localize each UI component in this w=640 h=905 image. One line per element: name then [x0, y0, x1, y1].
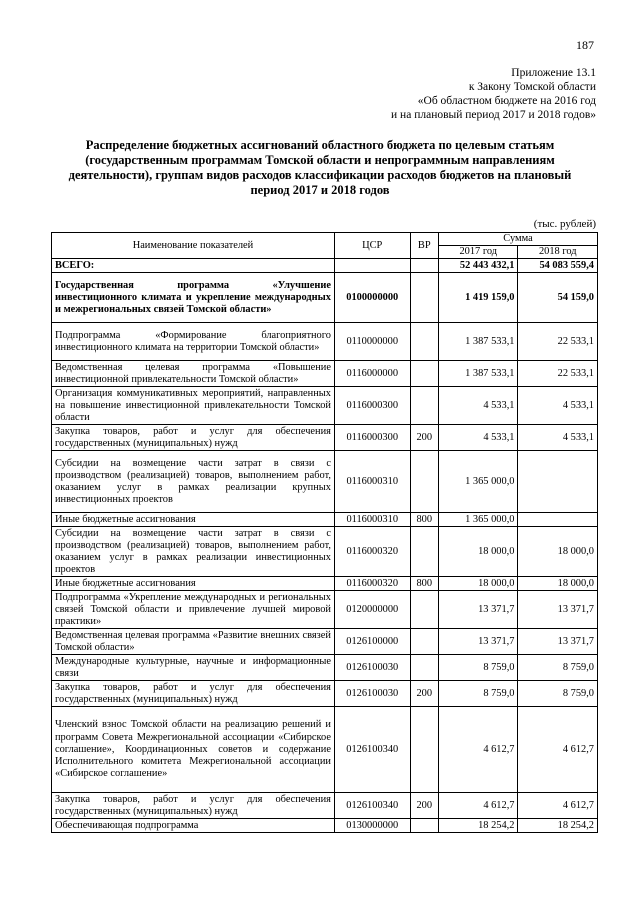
row-name: Закупка товаров, работ и услуг для обеспечения государственных (муниципальных) нужд [52, 425, 335, 451]
table-row [52, 681, 598, 707]
table-row [52, 323, 598, 361]
row-name: Иные бюджетные ассигнования [52, 577, 335, 591]
row-name: Ведомственная целевая программа «Повышение инвестиционной привлекательности Томской области» [52, 361, 335, 387]
row-vr [410, 591, 438, 629]
header-sum: Сумма [439, 233, 598, 246]
appendix-line-1: Приложение 13.1 [511, 67, 596, 79]
header-year-2018: 2018 год [518, 246, 598, 259]
row-amount-2017: 4 612,7 [439, 707, 518, 793]
row-amount-2018: 18 254,2 [518, 819, 598, 833]
table-row [52, 819, 598, 833]
header-name: Наименование показателей [52, 233, 335, 259]
row-csr: 0116000300 [334, 387, 410, 425]
row-amount-2017: 18 254,2 [439, 819, 518, 833]
row-csr: 0126100340 [334, 707, 410, 793]
row-name: Закупка товаров, работ и услуг для обеспечения государственных (муниципальных) нужд [52, 681, 335, 707]
row-csr: 0116000320 [334, 527, 410, 577]
row-name: Субсидии на возмещение части затрат в связи с производством (реализацией) товаров, выполнением работ, оказанием услуг в рамках реализации крупных инвестиционных проектов [52, 451, 335, 513]
appendix-header [391, 66, 596, 122]
table-row [52, 451, 598, 513]
row-vr [410, 387, 438, 425]
row-name: ВСЕГО: [52, 259, 335, 273]
row-amount-2017: 52 443 432,1 [439, 259, 518, 273]
row-name: Закупка товаров, работ и услуг для обеспечения государственных (муниципальных) нужд [52, 793, 335, 819]
row-name: Международные культурные, научные и информационные связи [52, 655, 335, 681]
table-row [52, 707, 598, 793]
row-amount-2018: 4 612,7 [518, 707, 598, 793]
row-amount-2018: 4 533,1 [518, 387, 598, 425]
row-name: Иные бюджетные ассигнования [52, 513, 335, 527]
row-amount-2018: 8 759,0 [518, 681, 598, 707]
row-name: Организация коммуникативных мероприятий, направленных на повышение инвестиционной привлекательности Томской области [52, 387, 335, 425]
row-vr [410, 655, 438, 681]
row-csr: 0100000000 [334, 273, 410, 323]
row-amount-2017: 1 387 533,1 [439, 361, 518, 387]
row-amount-2017: 4 612,7 [439, 793, 518, 819]
appendix-line-3: «Об областном бюджете на 2016 год [417, 95, 596, 107]
table-header [52, 233, 598, 259]
table-row [52, 591, 598, 629]
row-name: Субсидии на возмещение части затрат в связи с производством (реализацией) товаров, выполнением работ, оказанием услуг в рамках реализации инвестиционных проектов [52, 527, 335, 577]
row-csr: 0126100000 [334, 629, 410, 655]
row-amount-2018: 4 533,1 [518, 425, 598, 451]
row-amount-2017: 13 371,7 [439, 629, 518, 655]
row-amount-2017: 18 000,0 [439, 577, 518, 591]
row-vr [410, 273, 438, 323]
row-amount-2018: 4 612,7 [518, 793, 598, 819]
row-csr: 0116000000 [334, 361, 410, 387]
row-amount-2018: 8 759,0 [518, 655, 598, 681]
table-row [52, 655, 598, 681]
row-amount-2017: 1 419 159,0 [439, 273, 518, 323]
row-vr [410, 361, 438, 387]
row-vr [410, 451, 438, 513]
row-name: Подпрограмма «Укрепление международных и региональных связей Томской области и привлечение лучшей мировой практики» [52, 591, 335, 629]
row-amount-2018: 13 371,7 [518, 629, 598, 655]
row-amount-2017: 13 371,7 [439, 591, 518, 629]
row-amount-2018: 18 000,0 [518, 527, 598, 577]
row-vr: 200 [410, 425, 438, 451]
table-row [52, 793, 598, 819]
row-vr [410, 707, 438, 793]
row-vr [410, 323, 438, 361]
units-label: (тыс. рублей) [533, 218, 596, 230]
appendix-line-2: к Закону Томской области [468, 81, 596, 93]
row-name: Ведомственная целевая программа «Развитие внешних связей Томской области» [52, 629, 335, 655]
row-vr [410, 527, 438, 577]
document-title: Распределение бюджетных ассигнований областного бюджета по целевым статьям (государственным программам Томской области и непрограммным направлениям деятельности), группам видов расходов классификации расходов бюджетов на плановый период 2017 и 2018 годов [68, 138, 572, 197]
appendix-line-4: и на плановый период 2017 и 2018 годов» [391, 109, 596, 121]
row-amount-2017: 8 759,0 [439, 655, 518, 681]
table-row [52, 387, 598, 425]
row-amount-2018: 13 371,7 [518, 591, 598, 629]
table-row [52, 577, 598, 591]
row-csr: 0126100340 [334, 793, 410, 819]
table-row [52, 361, 598, 387]
header-year-2017: 2017 год [439, 246, 518, 259]
table-body [52, 259, 598, 833]
row-amount-2017: 4 533,1 [439, 425, 518, 451]
table-row [52, 513, 598, 527]
row-vr: 200 [410, 681, 438, 707]
row-amount-2018: 18 000,0 [518, 577, 598, 591]
row-vr [410, 259, 438, 273]
row-csr: 0116000310 [334, 451, 410, 513]
header-vr: ВР [410, 233, 438, 259]
row-amount-2018: 22 533,1 [518, 361, 598, 387]
row-csr: 0116000320 [334, 577, 410, 591]
row-name: Государственная программа «Улучшение инвестиционного климата и укрепление международных и межрегиональных связей Томской области» [52, 273, 335, 323]
row-name: Обеспечивающая подпрограмма [52, 819, 335, 833]
row-vr [410, 629, 438, 655]
row-amount-2018 [518, 513, 598, 527]
table-row [52, 425, 598, 451]
row-csr: 0120000000 [334, 591, 410, 629]
row-csr: 0126100030 [334, 681, 410, 707]
row-name: Членский взнос Томской области на реализацию решений и программ Совета Межрегиональной ассоциации «Сибирское соглашение», Координационных советов и содержание Исполнительного комитета Межрегиональной ассоциации «Сибирское соглашение» [52, 707, 335, 793]
page-number: 187 [576, 38, 594, 52]
row-vr: 200 [410, 793, 438, 819]
table-row [52, 259, 598, 273]
row-amount-2017: 1 365 000,0 [439, 451, 518, 513]
row-amount-2017: 4 533,1 [439, 387, 518, 425]
row-amount-2018: 22 533,1 [518, 323, 598, 361]
row-csr: 0116000310 [334, 513, 410, 527]
header-csr: ЦСР [334, 233, 410, 259]
row-csr [334, 259, 410, 273]
row-amount-2018: 54 159,0 [518, 273, 598, 323]
row-csr: 0126100030 [334, 655, 410, 681]
budget-table [51, 232, 598, 833]
row-csr: 0116000300 [334, 425, 410, 451]
row-csr: 0110000000 [334, 323, 410, 361]
row-amount-2017: 1 365 000,0 [439, 513, 518, 527]
row-name: Подпрограмма «Формирование благоприятного инвестиционного климата на территории Томской области» [52, 323, 335, 361]
row-amount-2017: 1 387 533,1 [439, 323, 518, 361]
row-vr [410, 819, 438, 833]
row-amount-2017: 18 000,0 [439, 527, 518, 577]
row-vr: 800 [410, 513, 438, 527]
row-amount-2017: 8 759,0 [439, 681, 518, 707]
row-vr: 800 [410, 577, 438, 591]
table-row [52, 527, 598, 577]
row-amount-2018 [518, 451, 598, 513]
row-amount-2018: 54 083 559,4 [518, 259, 598, 273]
table-row [52, 273, 598, 323]
table-row [52, 629, 598, 655]
row-csr: 0130000000 [334, 819, 410, 833]
